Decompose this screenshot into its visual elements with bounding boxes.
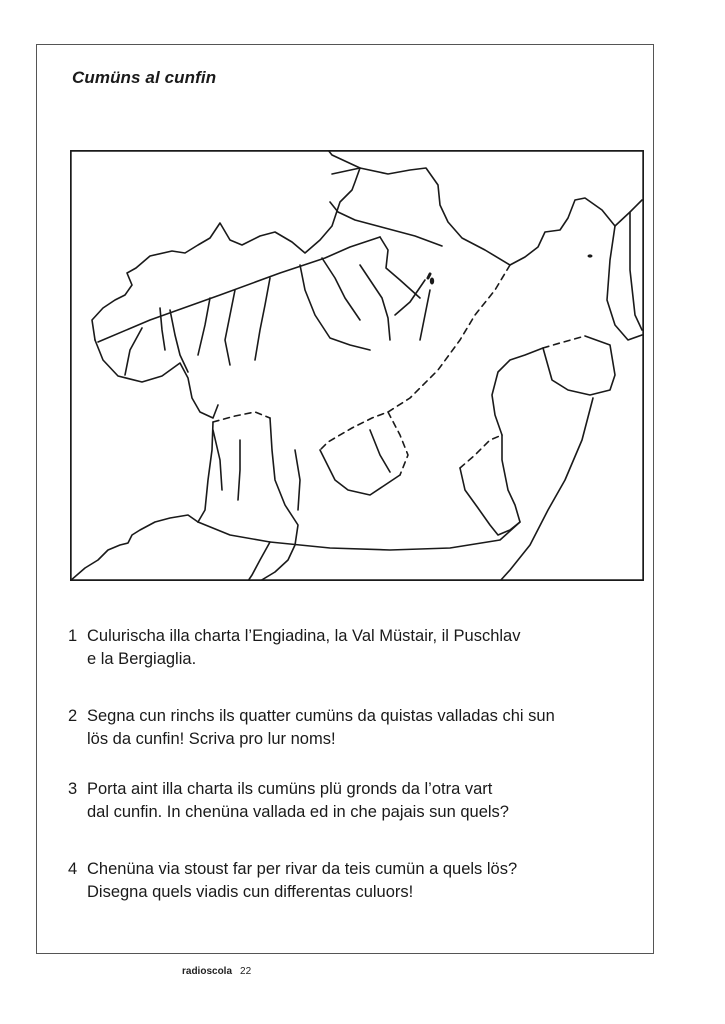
map-border-line: [320, 450, 400, 495]
question-item: [68, 705, 658, 751]
question-number: 2: [68, 707, 78, 725]
question-number: 1: [68, 627, 78, 645]
map-national-border: [460, 435, 502, 468]
map-side-valley: [198, 298, 210, 355]
map-border-line: [198, 422, 213, 522]
border-map: [70, 150, 644, 581]
map-side-valley: [420, 290, 430, 340]
map-side-valley: [225, 290, 235, 365]
page-footer: [182, 966, 251, 977]
question-text-line2: Disegna quels viadis cun differentas culuors!: [87, 883, 414, 901]
map-border-line: [510, 198, 642, 265]
question-item: [68, 778, 658, 824]
page-title: Cumüns al cunfin: [72, 68, 217, 87]
map-frame: [71, 151, 643, 580]
question-text-line1: Chenüna via stoust far per rivar da teis cumün a quels lös?: [87, 860, 518, 878]
map-side-valley: [238, 440, 240, 500]
map-side-valley: [295, 450, 300, 510]
map-border-line: [460, 435, 520, 535]
map-border-line: [492, 348, 543, 435]
question-number: 3: [68, 780, 78, 798]
map-national-border: [213, 412, 270, 422]
map-side-valley: [370, 430, 390, 472]
question-item: [68, 625, 658, 671]
question-text-line1: Culurischa illa charta l’Engiadina, la Val Müstair, il Puschlav: [87, 627, 521, 645]
map-side-valley: [170, 310, 188, 372]
page-number: 22: [240, 966, 252, 977]
map-border-line: [248, 542, 270, 581]
map-side-valley: [255, 278, 270, 360]
map-side-valley: [360, 265, 390, 340]
map-border-line: [260, 418, 298, 581]
question-text-line2: lös da cunfin! Scriva pro lur noms!: [87, 730, 336, 748]
footer-brand: radioscola: [182, 966, 233, 977]
map-border-line: [630, 212, 642, 330]
map-side-valley: [380, 237, 420, 298]
map-side-valley: [213, 430, 222, 490]
question-number: 4: [68, 860, 78, 878]
map-border-line: [92, 150, 360, 340]
map-border-line: [198, 522, 520, 550]
map-border-line: [607, 226, 642, 340]
map-border-line: [70, 515, 198, 581]
question-item: [68, 858, 658, 904]
map-national-border: [388, 412, 408, 475]
map-border-line: [332, 168, 510, 265]
lake-icon: [430, 278, 434, 285]
map-side-valley: [322, 258, 360, 320]
map-valley-line: [98, 237, 380, 342]
lake-icon: [428, 274, 430, 278]
map-side-valley: [330, 202, 442, 246]
question-text-line2: dal cunfin. In chenüna vallada ed in che pajais sun quels?: [87, 803, 509, 821]
question-text-line1: Segna cun rinchs ils quatter cumüns da quistas valladas chi sun: [87, 707, 555, 725]
question-text-line2: e la Bergiaglia.: [87, 650, 197, 668]
map-border-line: [500, 398, 593, 581]
map-national-border: [543, 336, 585, 348]
map-side-valley: [125, 328, 142, 375]
map-of-border-valleys-icon: [70, 150, 644, 581]
lake-icon: [588, 254, 593, 257]
question-text-line1: Porta aint illa charta ils cumüns plü gronds da l’otra vart: [87, 780, 493, 798]
